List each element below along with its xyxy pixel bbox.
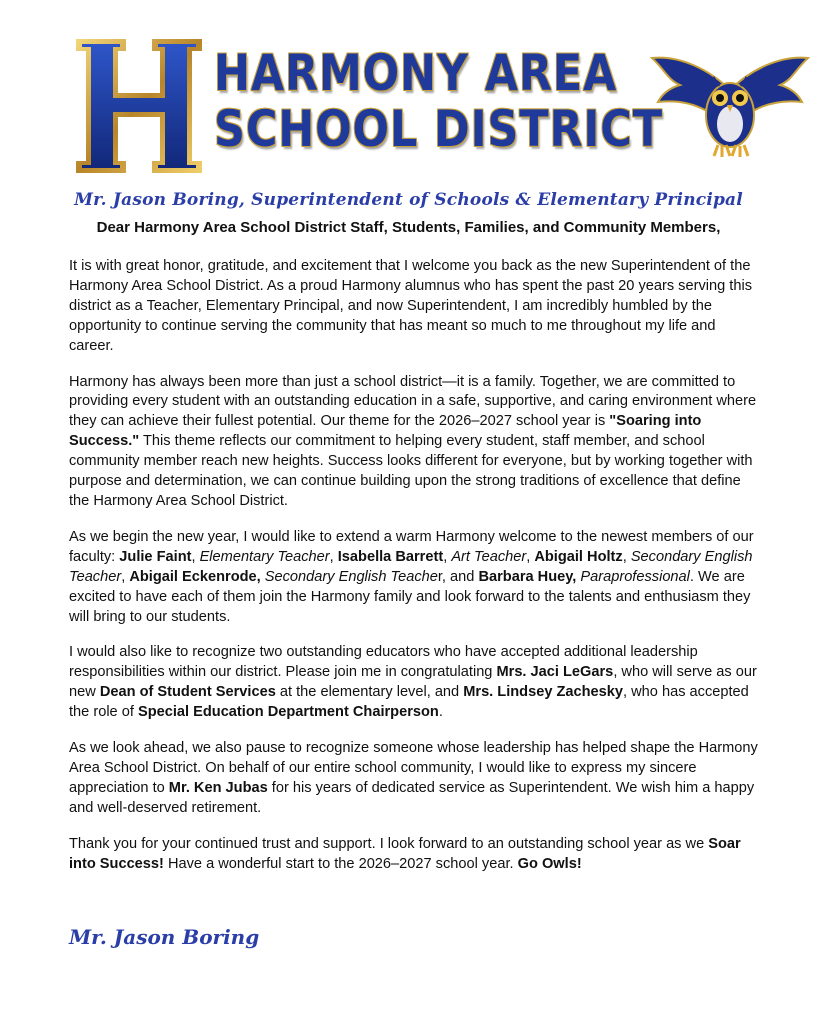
educator-role: Special Education Department Chairperson bbox=[137, 704, 439, 721]
paragraph-closing bbox=[69, 835, 759, 875]
salutation: Dear Harmony Area School District Staff, Students, Families, and Community Members, bbox=[96, 219, 721, 236]
letterhead bbox=[0, 0, 817, 185]
paragraph-new-faculty: As we begin the new year, I would like to extend a warm Harmony welcome to the newest members of our faculty: Julie Faint, Elementary Teacher, Isabella Barrett, Art Teacher, Abigail Holtz, Secondary English Teacher, Abigail Eckenrode, Secondary English Teacher, and Barbara Huey, Paraprofessional. We are excited to have each of them join the Harmony family and look forward to the talents and enthusiasm they will bring to our students. bbox=[69, 528, 754, 625]
text: Harmony has always been more than just a school district—it is a family. Together, we are committed to providing every student with an outstanding education in a safe, supportive, and caring environment where they can achieve their fullest potential. Our theme for the 2026–2027 school year is bbox=[69, 373, 757, 430]
text: As we look ahead, we also pause to recognize someone whose leadership has helped shape the Harmony Area School District. On behalf of our entire school community, I would like to express my sincere appreciation to bbox=[69, 740, 758, 796]
educator-name: Mrs. Jaci LeGars bbox=[496, 664, 614, 681]
owl-mascot-icon bbox=[650, 50, 810, 160]
faculty-name: Isabella Barrett bbox=[337, 548, 444, 565]
district-name-line2: SCHOOL DISTRICT bbox=[214, 100, 663, 158]
paragraph-theme bbox=[69, 373, 759, 512]
h-logo-icon bbox=[74, 37, 204, 175]
theme-name: "Soaring into Success." bbox=[69, 413, 702, 450]
faculty-role: Art Teacher bbox=[451, 548, 527, 565]
slogan: Soar into Success! bbox=[69, 835, 741, 872]
letter-body bbox=[69, 257, 759, 890]
faculty-role: Elementary Teacher bbox=[199, 548, 330, 565]
signature: Mr. Jason Boring bbox=[69, 925, 260, 949]
text: Have a wonderful start to the 2026–2027 school year. bbox=[163, 855, 518, 872]
text: This theme reflects our commitment to helping every student, staff member, and school community member reach new heights. Success looks different for everyone, but by working together with purpose and determination, we can continue building upon the strong traditions of excellence that define the Harmony Area School District. bbox=[69, 433, 753, 509]
faculty-name: Abigail Holtz bbox=[534, 548, 623, 565]
text: for his years of dedicated service as Superintendent. We wish him a happy and well-deserved retirement. bbox=[69, 779, 755, 816]
educator-role: Dean of Student Services bbox=[99, 684, 276, 701]
text: Thank you for your continued trust and support. I look forward to an outstanding school year as we bbox=[69, 835, 709, 852]
retiree-name: Mr. Ken Jubas bbox=[168, 779, 268, 796]
paragraph-welcome: It is with great honor, gratitude, and excitement that I welcome you back as the new Superintendent of the Harmony Area School District. As a proud Harmony alumnus who has spent the past 20 years serving this district as a Teacher, Elementary Principal, and now Superintendent, I am incredibly humbled by the opportunity to continue serving the community that has meant so much to me throughout my life and career. bbox=[69, 258, 752, 354]
faculty-name: Julie Faint bbox=[119, 548, 192, 565]
text: r bbox=[437, 568, 442, 585]
district-name bbox=[214, 44, 663, 158]
paragraph-leadership bbox=[69, 643, 759, 723]
text: . We are excited to have each of them join the Harmony family and look forward to the talents and enthusiasm they will bring to our students. bbox=[69, 568, 751, 625]
text: , who will serve as our new bbox=[69, 664, 757, 701]
text: As we begin the new year, I would like to extend a warm Harmony welcome to the newest members of our faculty: bbox=[69, 528, 754, 565]
faculty-role: Paraprofessional bbox=[580, 568, 690, 585]
district-name-line1: HARMONY AREA bbox=[214, 44, 618, 102]
text: I would also like to recognize two outstanding educators who have accepted additional leadership responsibilities within our district. Please join me in congratulating bbox=[69, 644, 698, 681]
faculty-name: Abigail Eckenrode, bbox=[129, 568, 261, 585]
text: . bbox=[438, 704, 443, 721]
faculty-name: Barbara Huey, bbox=[478, 568, 577, 585]
cheer: Go Owls! bbox=[517, 855, 582, 872]
paragraph-retirement bbox=[69, 739, 759, 819]
text: , and bbox=[441, 568, 475, 585]
text: at the elementary level, and bbox=[275, 684, 464, 701]
educator-name: Mrs. Lindsey Zachesky bbox=[463, 684, 624, 701]
faculty-role: Secondary English Teacher bbox=[69, 548, 753, 585]
faculty-role: Secondary English Teache bbox=[264, 568, 438, 585]
letter-title: Mr. Jason Boring, Superintendent of Schools & Elementary Principal bbox=[74, 190, 743, 210]
text: , who has accepted the role of bbox=[69, 684, 749, 721]
